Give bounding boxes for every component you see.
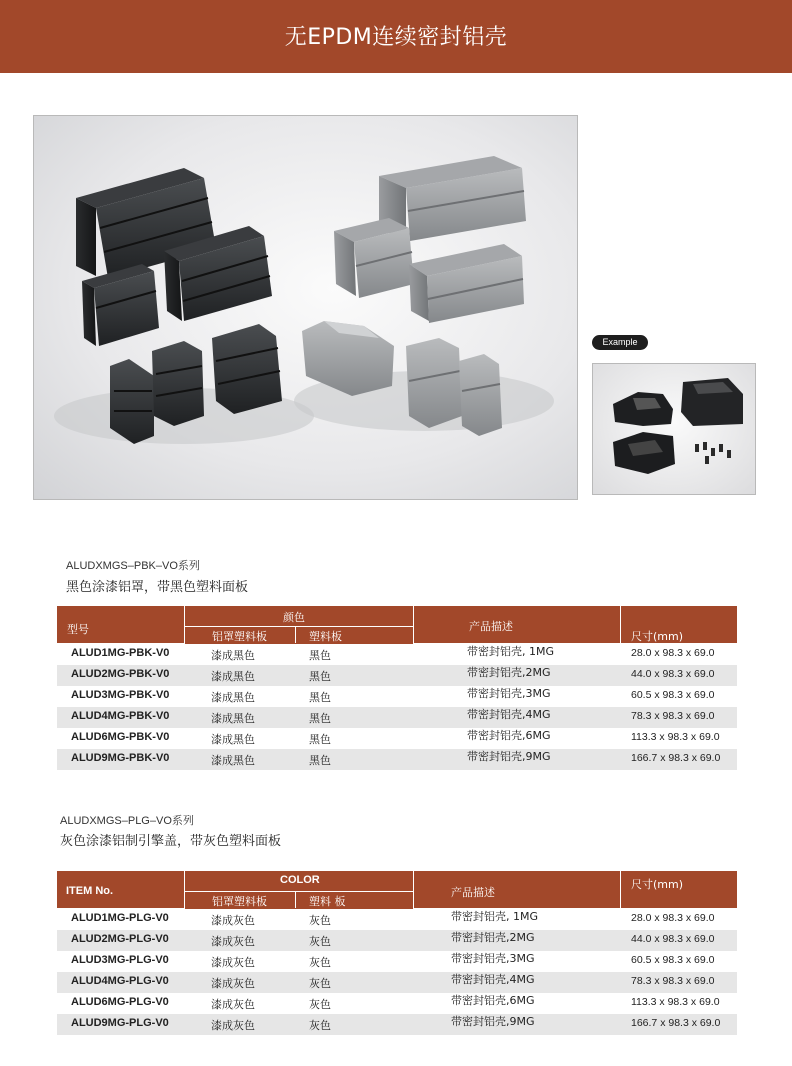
- table-row: [57, 707, 737, 728]
- header-color: COLOR: [280, 874, 320, 886]
- cell-panel-color: 灰色: [309, 935, 331, 948]
- cell-description: 带密封铝壳,4MG: [451, 973, 535, 986]
- table-row: [57, 728, 737, 749]
- product-photo: [33, 115, 578, 500]
- cell-description: 带密封铝壳,6MG: [467, 729, 551, 742]
- table-row: [57, 665, 737, 686]
- black-enclosure-4mg: [82, 264, 159, 346]
- cell-model: ALUD9MG-PBK-V0: [71, 752, 170, 764]
- header-divider: [413, 871, 414, 908]
- cell-panel-color: 黑色: [309, 649, 331, 662]
- cell-panel-color: 灰色: [309, 998, 331, 1011]
- table-row: [57, 993, 737, 1014]
- header-divider: [295, 891, 296, 908]
- series1-code: ALUDXMGS–PBK–VO系列: [66, 560, 200, 572]
- black-enclosure-small-2: [152, 341, 204, 426]
- cell-size: 113.3 x 98.3 x 69.0: [631, 731, 720, 743]
- cell-housing-color: 漆成灰色: [211, 998, 255, 1011]
- header-divider: [184, 871, 185, 908]
- cell-housing-color: 漆成灰色: [211, 935, 255, 948]
- cell-description: 带密封铝壳,4MG: [467, 708, 551, 721]
- enclosures-illustration: [34, 116, 577, 499]
- cell-description: 带密封铝壳, 1MG: [451, 910, 539, 923]
- series1-description: 黑色涂漆铝罩，带黑色塑料面板: [66, 580, 249, 595]
- black-enclosure-small-3: [212, 324, 282, 414]
- cell-description: 带密封铝壳,3MG: [451, 952, 535, 965]
- cell-panel-color: 黑色: [309, 691, 331, 704]
- cell-model: ALUD3MG-PLG-V0: [71, 954, 169, 966]
- cell-panel-color: 灰色: [309, 977, 331, 990]
- cell-model: ALUD2MG-PBK-V0: [71, 668, 170, 680]
- cell-description: 带密封铝壳,9MG: [451, 1015, 535, 1028]
- cell-description: 带密封铝壳,9MG: [467, 750, 551, 763]
- cell-size: 78.3 x 98.3 x 69.0: [631, 975, 715, 987]
- cell-housing-color: 漆成黑色: [211, 691, 255, 704]
- header-divider: [295, 626, 296, 643]
- cell-description: 带密封铝壳,2MG: [451, 931, 535, 944]
- grey-enclosure-4mg: [334, 218, 414, 298]
- cell-size: 60.5 x 98.3 x 69.0: [631, 954, 715, 966]
- table-row: [57, 749, 737, 770]
- cell-housing-color: 漆成灰色: [211, 914, 255, 927]
- page-header: [0, 0, 792, 73]
- header-size: 尺寸(mm): [631, 630, 684, 643]
- cell-size: 113.3 x 98.3 x 69.0: [631, 996, 720, 1008]
- series2-description: 灰色涂漆铝制引擎盖，带灰色塑料面板: [60, 834, 282, 849]
- cell-housing-color: 漆成灰色: [211, 1019, 255, 1032]
- grey-enclosure-6mg: [409, 244, 524, 323]
- cell-size: 44.0 x 98.3 x 69.0: [631, 668, 715, 680]
- header-description: 产品描述: [451, 886, 495, 899]
- cell-panel-color: 灰色: [309, 914, 331, 927]
- header-divider: [413, 606, 414, 643]
- grey-enclosure-small-2: [459, 354, 502, 436]
- header-size: 尺寸(mm): [631, 878, 684, 891]
- cell-description: 带密封铝壳,3MG: [467, 687, 551, 700]
- cell-description: 带密封铝壳,2MG: [467, 666, 551, 679]
- table-row: [57, 930, 737, 951]
- header-color-sub1: 铝罩塑料板: [212, 895, 267, 908]
- cell-housing-color: 漆成灰色: [211, 956, 255, 969]
- cell-size: 166.7 x 98.3 x 69.0: [631, 752, 721, 764]
- header-divider: [620, 871, 621, 908]
- header-model: 型号: [67, 623, 89, 636]
- cell-panel-color: 黑色: [309, 733, 331, 746]
- table-row: [57, 644, 737, 665]
- cell-panel-color: 灰色: [309, 956, 331, 969]
- header-description: 产品描述: [469, 620, 513, 633]
- black-enclosure-small-1: [110, 359, 154, 444]
- cell-model: ALUD4MG-PBK-V0: [71, 710, 170, 722]
- example-illustration: [593, 364, 755, 494]
- grey-enclosure-small-1: [406, 338, 462, 428]
- header-color-sub2: 塑料板: [309, 630, 342, 643]
- example-badge: Example: [592, 335, 648, 350]
- cell-model: ALUD2MG-PLG-V0: [71, 933, 169, 945]
- table-row: [57, 686, 737, 707]
- cell-housing-color: 漆成黑色: [211, 733, 255, 746]
- cell-housing-color: 漆成黑色: [211, 712, 255, 725]
- cell-panel-color: 灰色: [309, 1019, 331, 1032]
- cell-housing-color: 漆成灰色: [211, 977, 255, 990]
- header-color-sub2: 塑料 板: [309, 895, 346, 908]
- cell-size: 166.7 x 98.3 x 69.0: [631, 1017, 721, 1029]
- cell-description: 带密封铝壳,6MG: [451, 994, 535, 1007]
- series2-code: ALUDXMGS–PLG–VO系列: [60, 815, 194, 827]
- header-divider: [620, 606, 621, 643]
- cell-model: ALUD1MG-PBK-V0: [71, 647, 170, 659]
- page-title: 无EPDM连续密封铝壳: [284, 25, 508, 50]
- example-photo: [592, 363, 756, 495]
- cell-housing-color: 漆成黑色: [211, 670, 255, 683]
- cell-size: 78.3 x 98.3 x 69.0: [631, 710, 715, 722]
- cell-housing-color: 漆成黑色: [211, 754, 255, 767]
- header-divider: [184, 606, 185, 643]
- cell-model: ALUD1MG-PLG-V0: [71, 912, 169, 924]
- table-row: [57, 972, 737, 993]
- cell-model: ALUD4MG-PLG-V0: [71, 975, 169, 987]
- table-row: [57, 1014, 737, 1035]
- cell-description: 带密封铝壳, 1MG: [467, 645, 555, 658]
- cell-panel-color: 黑色: [309, 712, 331, 725]
- table-row: [57, 909, 737, 930]
- cell-model: ALUD6MG-PLG-V0: [71, 996, 169, 1008]
- header-color: 颜色: [283, 611, 305, 624]
- table-row: [57, 951, 737, 972]
- header-model: ITEM No.: [66, 885, 114, 897]
- cell-size: 60.5 x 98.3 x 69.0: [631, 689, 715, 701]
- cell-size: 28.0 x 98.3 x 69.0: [631, 912, 715, 924]
- cell-panel-color: 黑色: [309, 670, 331, 683]
- cell-size: 44.0 x 98.3 x 69.0: [631, 933, 715, 945]
- cell-housing-color: 漆成黑色: [211, 649, 255, 662]
- header-color-sub1: 铝罩塑料板: [212, 630, 267, 643]
- cell-panel-color: 黑色: [309, 754, 331, 767]
- series2-table: [57, 871, 737, 1036]
- cell-size: 28.0 x 98.3 x 69.0: [631, 647, 715, 659]
- cell-model: ALUD6MG-PBK-V0: [71, 731, 170, 743]
- cell-model: ALUD9MG-PLG-V0: [71, 1017, 169, 1029]
- series1-table: [57, 606, 737, 771]
- cell-model: ALUD3MG-PBK-V0: [71, 689, 170, 701]
